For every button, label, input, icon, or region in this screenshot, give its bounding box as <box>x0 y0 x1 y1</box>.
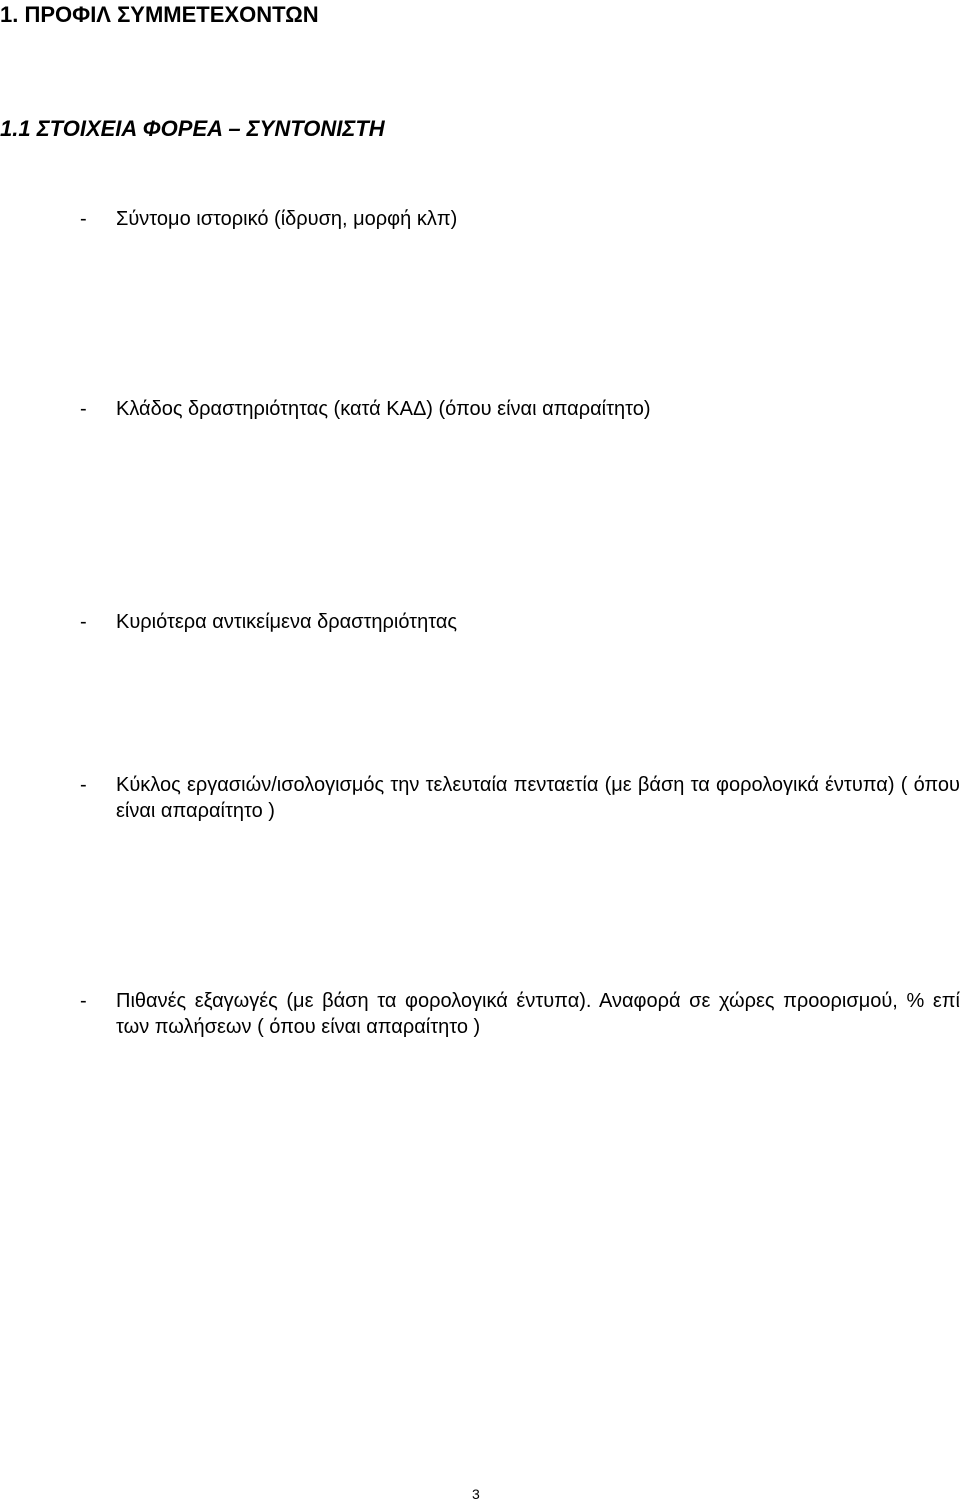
list-dash: - <box>80 774 87 796</box>
list-item-text: Κλάδος δραστηριότητας (κατά ΚΑΔ) (όπου είναι απαραίτητο) <box>116 398 651 420</box>
list-dash: - <box>80 398 87 420</box>
list-dash: - <box>80 990 87 1012</box>
list-dash: - <box>80 208 87 230</box>
list-dash: - <box>80 611 87 633</box>
list-item-text: Κυριότερα αντικείμενα δραστηριότητας <box>116 611 458 633</box>
list-item-text: Κύκλος εργασιών/ισολογισμός την τελευταία πενταετία (με βάση τα φορολογικά έντυπα) ( όπου είναι απαραίτητο ) <box>116 774 960 822</box>
list-item-text: Πιθανές εξαγωγές (με βάση τα φορολογικά έντυπα). Αναφορά σε χώρες προορισμού, % επί των πωλήσεων ( όπου είναι απαραίτητο ) <box>116 990 960 1038</box>
page-number: 3 <box>472 1486 480 1502</box>
page-title: 1. ΠΡΟΦΙΛ ΣΥΜΜΕΤΕΧΟΝΤΩΝ <box>0 2 319 27</box>
list-item-text: Σύντομο ιστορικό (ίδρυση, μορφή κλπ) <box>116 208 458 230</box>
section-title: 1.1 ΣΤΟΙΧΕΙΑ ΦΟΡΕΑ – ΣΥΝΤΟΝΙΣΤΗ <box>0 116 385 141</box>
